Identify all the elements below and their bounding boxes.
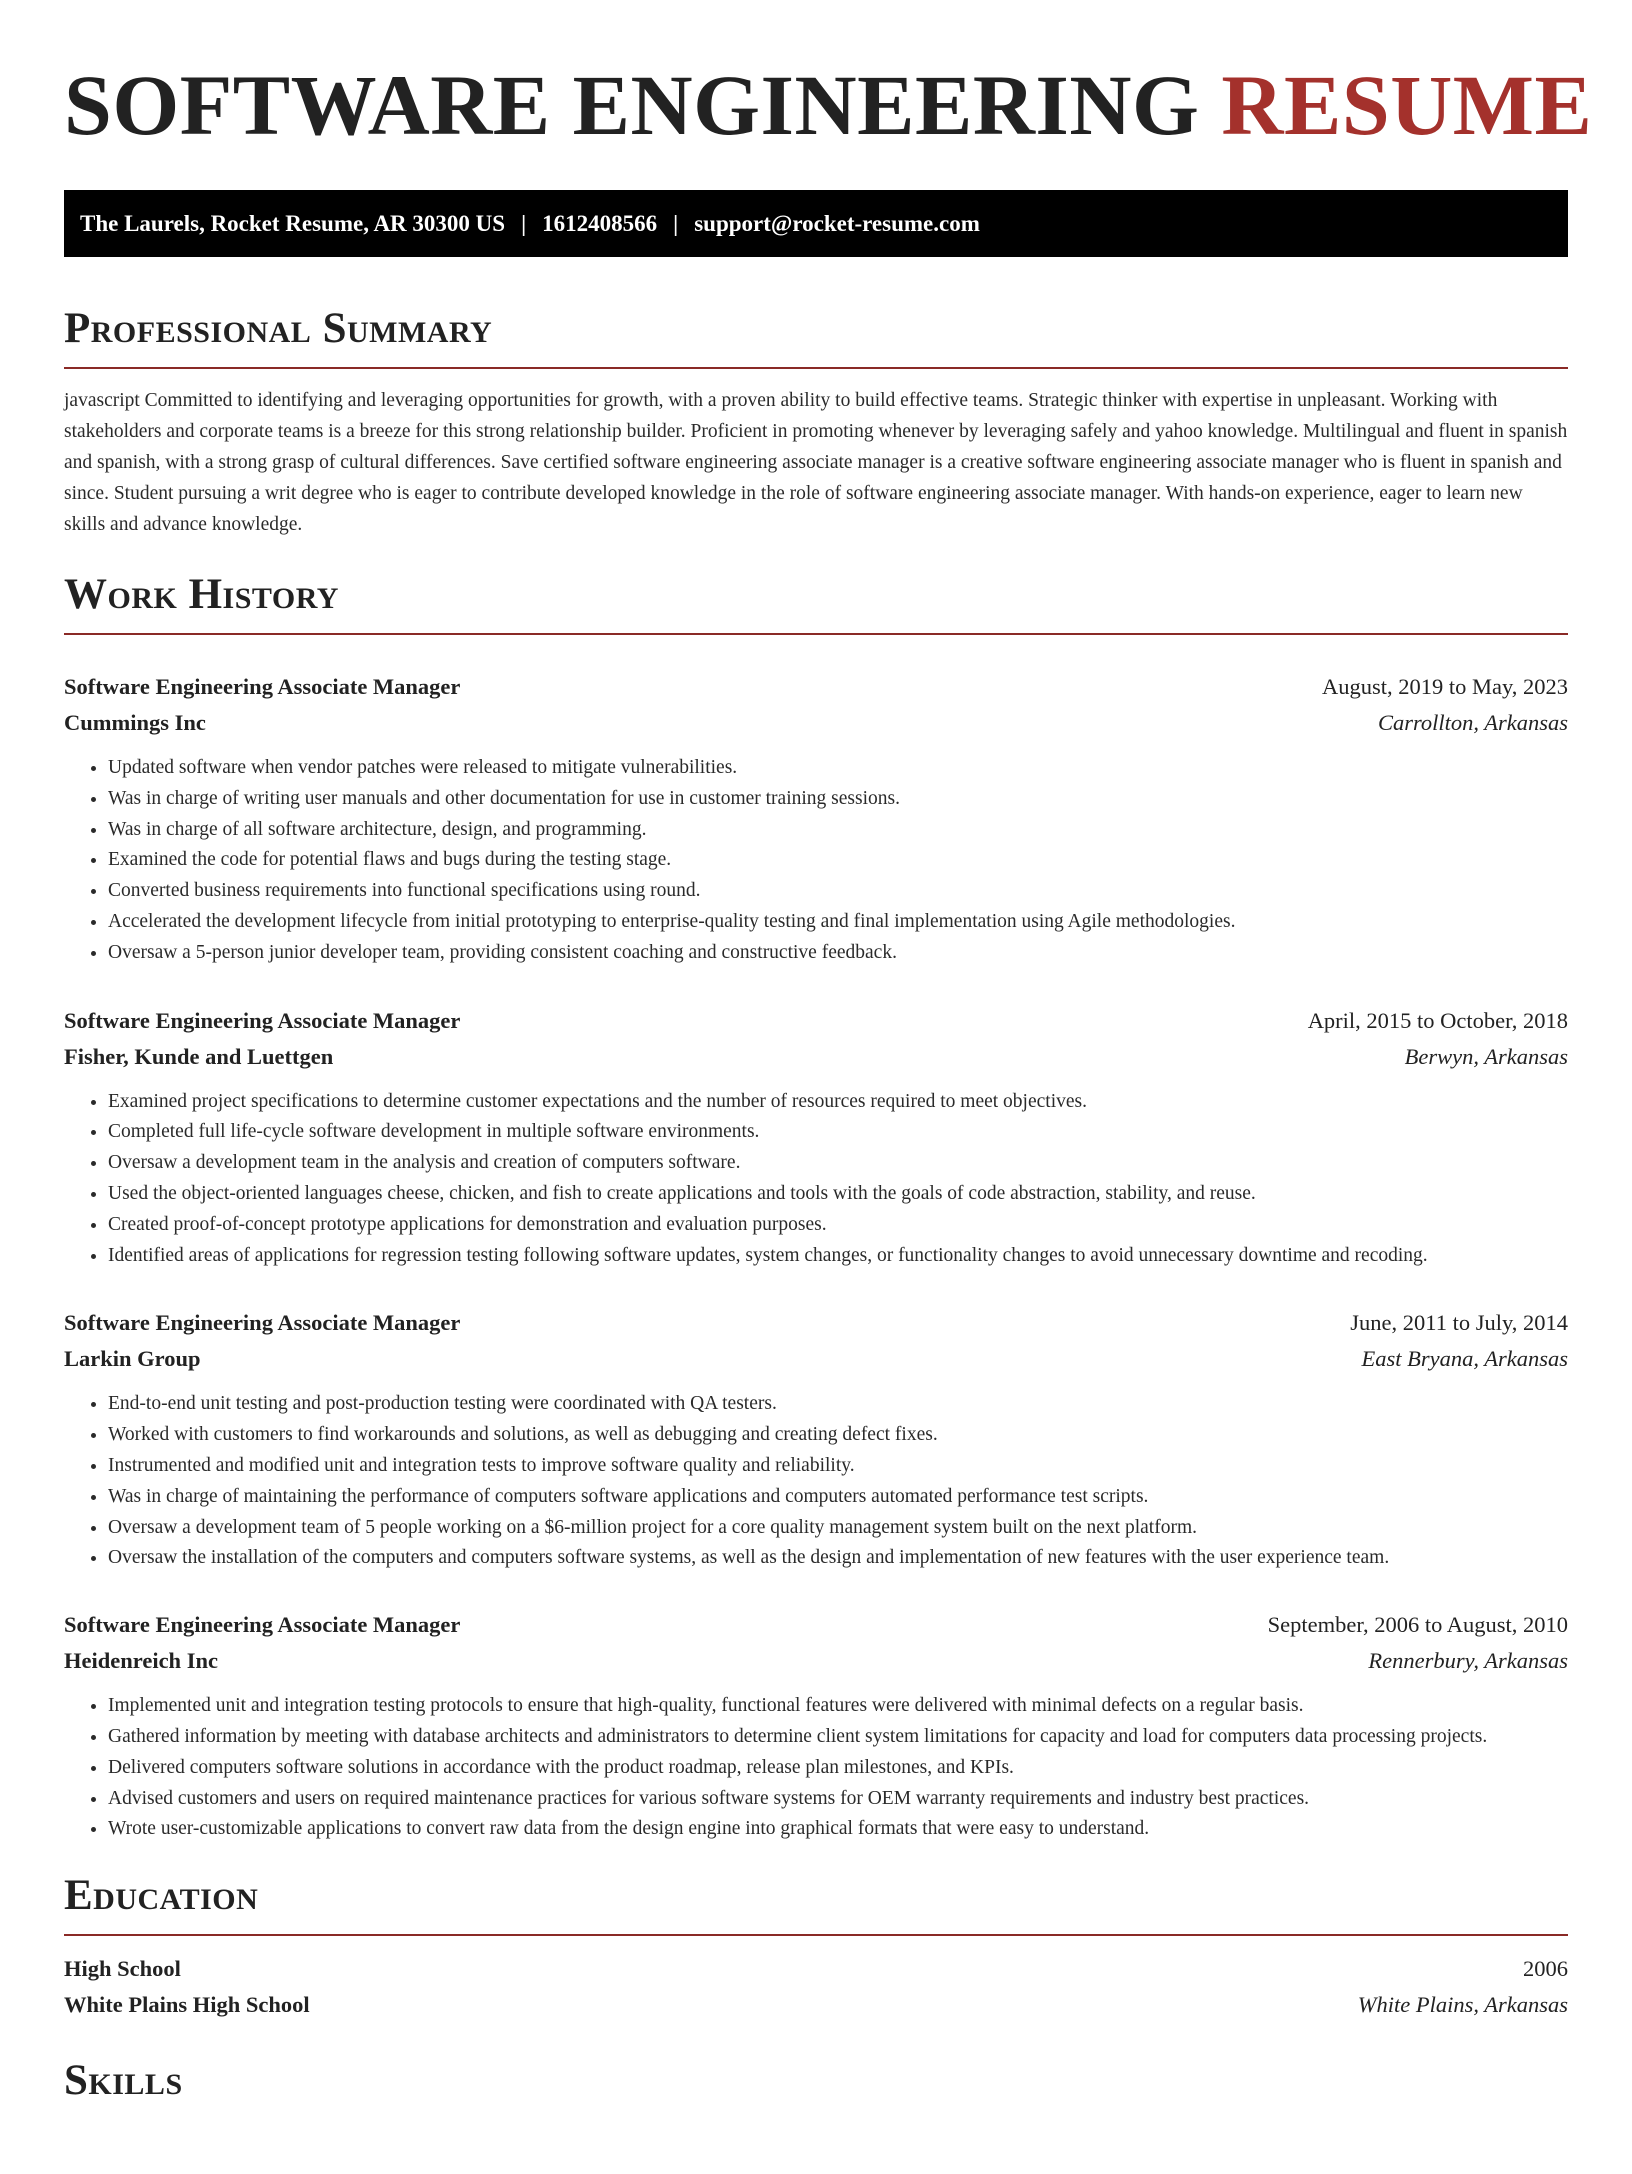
job-head bbox=[64, 1305, 1568, 1341]
job-location: Carrollton, Arkansas bbox=[1377, 710, 1568, 735]
summary-text: javascript Committed to identifying and leveraging opportunities for growth, with a proven ability to build effective teams. Strategic thinker with expertise in unpleasant. Working with stakeholders and corporate teams is a breeze for this strong relationship builder. Proficient in promoting whenever by leveraging safely and yahoo knowledge. Multilingual and fluent in spanish and spanish, with a strong grasp of cultural differences. Save certified software engineering associate manager is a creative software engineering associate manager who is fluent in spanish and since. Student pursuing a writ degree who is eager to contribute developed knowledge in the role of software engineering associate manager. With hands-on experience, eager to learn new skills and advance knowledge. bbox=[64, 390, 1568, 535]
job-list bbox=[64, 669, 1568, 1845]
job-company: Heidenreich Inc bbox=[64, 1648, 218, 1674]
section-heading: Work History bbox=[64, 571, 339, 618]
job-subhead bbox=[64, 1039, 1568, 1075]
job-subhead bbox=[64, 1341, 1568, 1377]
job-bullet: • Completed full life-cycle software development in multiple software environments. bbox=[108, 1117, 1568, 1148]
resume-title bbox=[64, 57, 1593, 153]
job-bullet: • Implemented unit and integration testing protocols to ensure that high-quality, functional features were delivered with minimal defects on a regular basis. bbox=[108, 1691, 1568, 1722]
job-title: Software Engineering Associate Manager bbox=[64, 674, 461, 699]
skills-section bbox=[64, 2057, 1568, 2105]
education-section bbox=[64, 1874, 1568, 2023]
job-bullet: • Was in charge of all software architecture, design, and programming. bbox=[108, 815, 1568, 846]
job-bullet: • Was in charge of writing user manuals and other documentation for use in customer training sessions. bbox=[108, 784, 1568, 815]
job-bullet: • Oversaw a development team in the analysis and creation of computers software. bbox=[108, 1148, 1568, 1179]
job-bullet: • Advised customers and users on required maintenance practices for various software systems for OEM warranty requirements and industry best practices. bbox=[108, 1784, 1568, 1815]
job-bullet: • Updated software when vendor patches were released to mitigate vulnerabilities. bbox=[108, 753, 1568, 784]
job-bullet: • Created proof-of-concept prototype applications for demonstration and evaluation purposes. bbox=[108, 1210, 1568, 1241]
job-bullet: • Accelerated the development lifecycle from initial prototyping to enterprise-quality testing and final implementation using Agile methodologies. bbox=[108, 907, 1568, 938]
job-entry bbox=[64, 1305, 1568, 1574]
job-bullet: • Oversaw the installation of the computers and computers software systems, as well as the design and implementation of new features with the user experience team. bbox=[108, 1543, 1568, 1574]
job-location: East Bryana, Arkansas bbox=[1361, 1346, 1568, 1372]
job-bullet: • Examined the code for potential flaws and bugs during the testing stage. bbox=[108, 845, 1568, 876]
section-divider bbox=[64, 367, 1568, 369]
job-bullet: • Identified areas of applications for regression testing following software updates, system changes, or functionality changes to avoid unnecessary downtime and recoding. bbox=[108, 1241, 1568, 1272]
job-dates: June, 2011 to July, 2014 bbox=[1350, 1310, 1568, 1336]
education-degree: High School bbox=[64, 1956, 181, 1982]
summary-section bbox=[64, 307, 1568, 540]
job-title: Software Engineering Associate Manager bbox=[64, 1310, 461, 1336]
job-bullets bbox=[64, 1691, 1568, 1845]
education-entry bbox=[64, 1951, 1568, 2023]
job-subhead bbox=[64, 1643, 1568, 1679]
job-bullet: • End-to-end unit testing and post-production testing were coordinated with QA testers. bbox=[108, 1389, 1568, 1420]
section-divider bbox=[64, 633, 1568, 635]
job-title: Software Engineering Associate Manager bbox=[64, 1612, 461, 1638]
section-heading: Education bbox=[64, 1872, 259, 1920]
job-location: Berwyn, Arkansas bbox=[1404, 1043, 1568, 1069]
job-dates: April, 2015 to October, 2018 bbox=[1307, 1007, 1568, 1033]
job-title: Software Engineering Associate Manager bbox=[64, 1007, 461, 1033]
job-dates: August, 2019 to May, 2023 bbox=[1321, 674, 1568, 699]
section-divider bbox=[64, 1934, 1568, 1936]
job-bullet: • Worked with customers to find workarounds and solutions, as well as debugging and creating defect fixes. bbox=[108, 1420, 1568, 1451]
title-accent: RESUME bbox=[1221, 57, 1593, 153]
job-bullet: • Oversaw a development team of 5 people working on a $6-million project for a core quality management system built on the next platform. bbox=[108, 1513, 1568, 1544]
job-subhead bbox=[64, 705, 1568, 741]
resume-page bbox=[0, 57, 1632, 2105]
contact-address: The Laurels, Rocket Resume, AR 30300 US bbox=[80, 210, 506, 236]
section-heading: Professional Summary bbox=[64, 305, 493, 352]
job-entry bbox=[64, 669, 1568, 969]
contact-separator: | bbox=[673, 210, 679, 236]
job-bullet: • Wrote user-customizable applications to convert raw data from the design engine into graphical formats that were easy to understand. bbox=[108, 1814, 1568, 1845]
job-entry bbox=[64, 1003, 1568, 1272]
job-company: Larkin Group bbox=[64, 1346, 201, 1372]
job-bullet: • Converted business requirements into functional specifications using round. bbox=[108, 876, 1568, 907]
job-bullets bbox=[64, 1389, 1568, 1574]
job-bullet: • Delivered computers software solutions in accordance with the product roadmap, release plan milestones, and KPIs. bbox=[108, 1753, 1568, 1784]
contact-email: support@rocket-resume.com bbox=[694, 210, 980, 236]
contact-bar bbox=[64, 190, 1568, 257]
job-head bbox=[64, 1003, 1568, 1039]
job-company: Fisher, Kunde and Luettgen bbox=[64, 1043, 334, 1069]
education-year: 2006 bbox=[1523, 1956, 1568, 1982]
job-location: Rennerbury, Arkansas bbox=[1368, 1648, 1568, 1674]
job-bullet: • Instrumented and modified unit and integration tests to improve software quality and reliability. bbox=[108, 1451, 1568, 1482]
education-location: White Plains, Arkansas bbox=[1357, 1992, 1568, 2018]
job-bullet: • Was in charge of maintaining the performance of computers software applications and computers automated performance test scripts. bbox=[108, 1482, 1568, 1513]
education-subhead bbox=[64, 1987, 1568, 2023]
job-dates: September, 2006 to August, 2010 bbox=[1267, 1612, 1568, 1638]
job-bullet: • Oversaw a 5-person junior developer team, providing consistent coaching and constructive feedback. bbox=[108, 938, 1568, 969]
title-main: SOFTWARE ENGINEERING bbox=[64, 57, 1222, 153]
job-bullet: • Examined project specifications to determine customer expectations and the number of resources required to meet objectives. bbox=[108, 1087, 1568, 1118]
job-company: Cummings Inc bbox=[64, 710, 206, 735]
job-bullets bbox=[64, 1087, 1568, 1272]
job-bullet: • Used the object-oriented languages cheese, chicken, and fish to create applications and tools with the goals of code abstraction, stability, and reuse. bbox=[108, 1179, 1568, 1210]
education-school: White Plains High School bbox=[64, 1992, 310, 2018]
education-head bbox=[64, 1951, 1568, 1987]
contact-separator: | bbox=[521, 210, 527, 236]
job-bullet: • Gathered information by meeting with database architects and administrators to determine client system limitations for capacity and load for computers data processing projects. bbox=[108, 1722, 1568, 1753]
job-bullets bbox=[64, 753, 1568, 969]
job-head bbox=[64, 1607, 1568, 1643]
job-entry bbox=[64, 1607, 1568, 1845]
job-head bbox=[64, 669, 1568, 705]
contact-phone: 1612408566 bbox=[542, 210, 658, 236]
section-heading: Skills bbox=[64, 2057, 183, 2105]
work-history-section bbox=[64, 573, 1568, 1845]
